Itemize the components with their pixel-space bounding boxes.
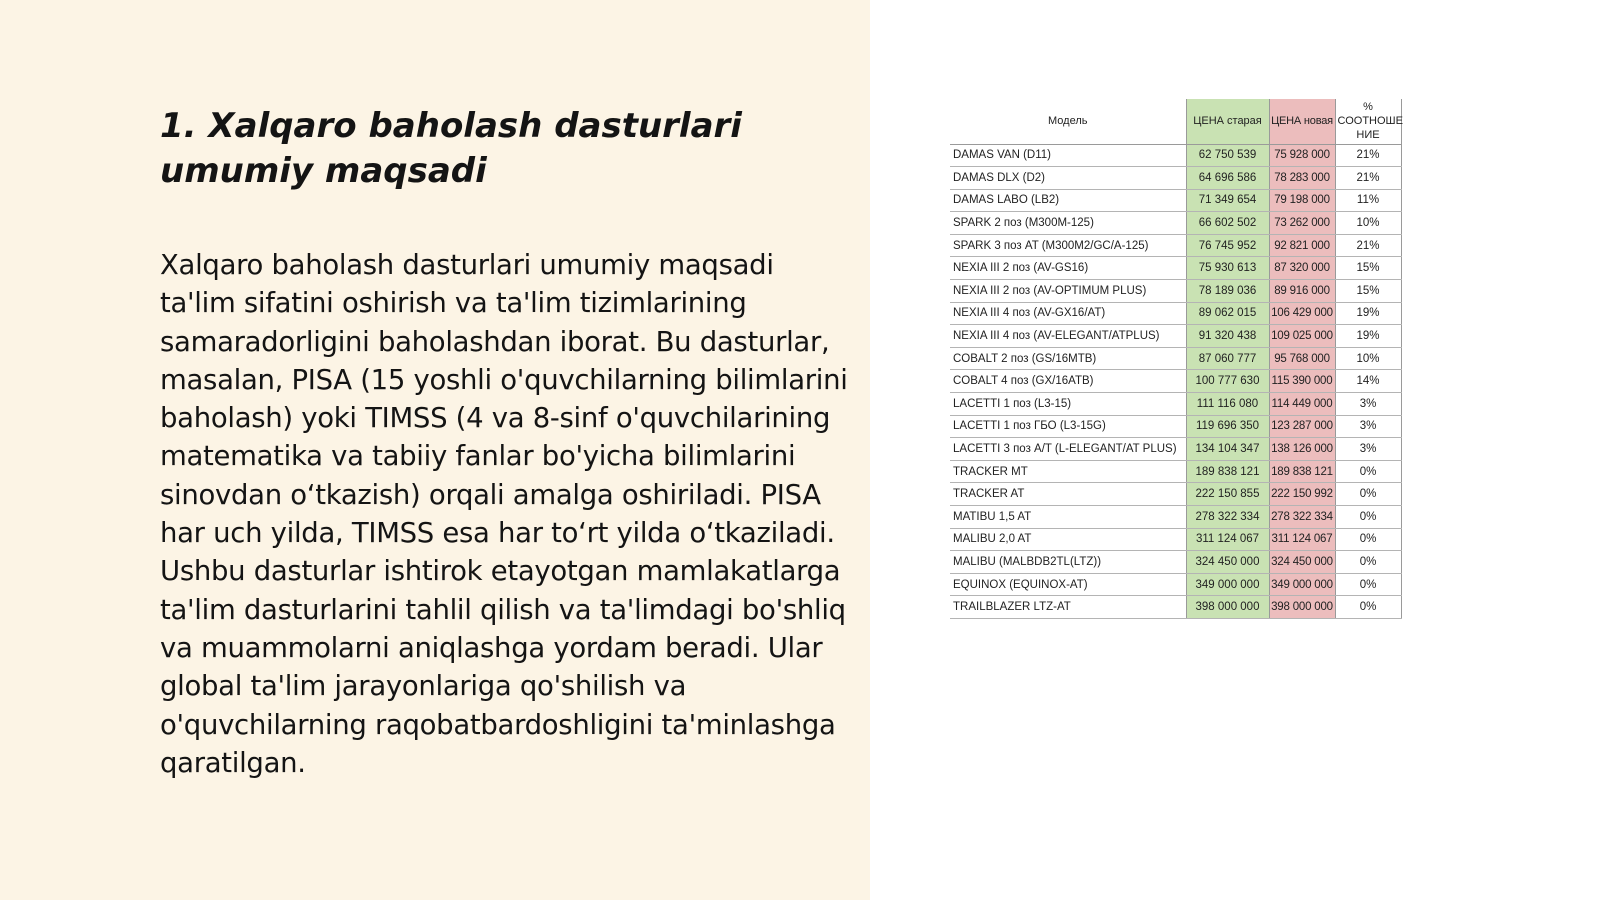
model-cell: TRACKER MT	[950, 460, 1186, 483]
old-price-cell: 222 150 855	[1186, 483, 1269, 506]
model-cell: SPARK 2 поз (M300M-125)	[950, 212, 1186, 235]
old-price-cell: 64 696 586	[1186, 167, 1269, 190]
model-cell: MALIBU (MALBDB2TL(LTZ))	[950, 551, 1186, 574]
ratio-cell: 3%	[1335, 438, 1401, 461]
new-price-cell: 398 000 000	[1269, 596, 1335, 619]
model-cell: DAMAS DLX (D2)	[950, 167, 1186, 190]
new-price-cell: 92 821 000	[1269, 234, 1335, 257]
old-price-cell: 87 060 777	[1186, 347, 1269, 370]
model-cell: DAMAS VAN (D11)	[950, 144, 1186, 167]
ratio-cell: 10%	[1335, 347, 1401, 370]
slide-title: 1. Xalqaro baholash dasturlari umumiy maqsadi	[160, 106, 742, 191]
new-price-cell: 109 025 000	[1269, 325, 1335, 348]
table-row	[950, 167, 1401, 190]
header-old-price: ЦЕНА старая	[1186, 99, 1269, 144]
table-row	[950, 302, 1401, 325]
table-row	[950, 234, 1401, 257]
table-row	[950, 551, 1401, 574]
ratio-cell: 15%	[1335, 257, 1401, 280]
table-row	[950, 189, 1401, 212]
table-body	[950, 144, 1401, 618]
slide-body-text: Xalqaro baholash dasturlari umumiy maqsadi ta'lim sifatini oshirish va ta'lim tizimlarining samaradorligini baholashdan iborat. Bu dasturlar, masalan, PISA (15 yoshli o'quvchilarning bilimlarini baholash) yoki TIMSS (4 va 8-sinf o'quvchilarining matematika va tabiiy fanlar bo'yicha bilimlarini sinovdan o‘tkazish) orqali amalga oshiriladi. PISA har uch yilda, TIMSS esa har to‘rt yilda o‘tkaziladi. Ushbu dasturlar ishtirok etayotgan mamlakatlarga ta'lim dasturlarini tahlil qilish va ta'limdagi bo'shliq va muammolarni aniqlashga yordam beradi. Ular global ta'lim jarayonlariga qo'shilish va o'quvchilarning raqobatbardoshligini ta'minlashga qaratilgan.	[160, 249, 848, 779]
ratio-cell: 3%	[1335, 415, 1401, 438]
new-price-cell: 123 287 000	[1269, 415, 1335, 438]
new-price-cell: 87 320 000	[1269, 257, 1335, 280]
model-cell: MATIBU 1,5 AT	[950, 506, 1186, 529]
ratio-cell: 19%	[1335, 325, 1401, 348]
new-price-cell: 138 126 000	[1269, 438, 1335, 461]
old-price-cell: 398 000 000	[1186, 596, 1269, 619]
model-cell: NEXIA III 4 поз (AV-ELEGANT/ATPLUS)	[950, 325, 1186, 348]
new-price-cell: 106 429 000	[1269, 302, 1335, 325]
model-cell: COBALT 4 поз (GX/16ATB)	[950, 370, 1186, 393]
table-row	[950, 415, 1401, 438]
old-price-cell: 189 838 121	[1186, 460, 1269, 483]
old-price-cell: 89 062 015	[1186, 302, 1269, 325]
table-row	[950, 528, 1401, 551]
table-row	[950, 144, 1401, 167]
ratio-cell: 3%	[1335, 393, 1401, 416]
model-cell: TRACKER AT	[950, 483, 1186, 506]
ratio-cell: 0%	[1335, 483, 1401, 506]
old-price-cell: 349 000 000	[1186, 573, 1269, 596]
ratio-cell: 15%	[1335, 280, 1401, 303]
ratio-cell: 19%	[1335, 302, 1401, 325]
price-table-image	[950, 99, 1401, 619]
old-price-cell: 78 189 036	[1186, 280, 1269, 303]
model-cell: LACETTI 1 поз (L3-15)	[950, 393, 1186, 416]
model-cell: SPARK 3 поз AT (M300M2/GC/A-125)	[950, 234, 1186, 257]
model-cell: LACETTI 3 поз A/T (L-ELEGANT/AT PLUS)	[950, 438, 1186, 461]
old-price-cell: 91 320 438	[1186, 325, 1269, 348]
table-header-row	[950, 99, 1401, 144]
old-price-cell: 111 116 080	[1186, 393, 1269, 416]
table-row	[950, 460, 1401, 483]
model-cell: LACETTI 1 поз ГБО (L3-15G)	[950, 415, 1186, 438]
model-cell: EQUINOX (EQUINOX-AT)	[950, 573, 1186, 596]
table-row	[950, 280, 1401, 303]
old-price-cell: 324 450 000	[1186, 551, 1269, 574]
model-cell: MALIBU 2,0 AT	[950, 528, 1186, 551]
table-row	[950, 438, 1401, 461]
new-price-cell: 349 000 000	[1269, 573, 1335, 596]
new-price-cell: 73 262 000	[1269, 212, 1335, 235]
ratio-cell: 14%	[1335, 370, 1401, 393]
header-new-price: ЦЕНА новая	[1269, 99, 1335, 144]
table-row	[950, 596, 1401, 619]
ratio-cell: 21%	[1335, 234, 1401, 257]
new-price-cell: 95 768 000	[1269, 347, 1335, 370]
new-price-cell: 115 390 000	[1269, 370, 1335, 393]
old-price-cell: 100 777 630	[1186, 370, 1269, 393]
ratio-cell: 21%	[1335, 167, 1401, 190]
new-price-cell: 79 198 000	[1269, 189, 1335, 212]
model-cell: NEXIA III 2 поз (AV-GS16)	[950, 257, 1186, 280]
table-row	[950, 393, 1401, 416]
model-cell: DAMAS LABO (LB2)	[950, 189, 1186, 212]
ratio-cell: 10%	[1335, 212, 1401, 235]
ratio-cell: 0%	[1335, 573, 1401, 596]
table-row	[950, 573, 1401, 596]
model-cell: NEXIA III 2 поз (AV-OPTIMUM PLUS)	[950, 280, 1186, 303]
ratio-cell: 21%	[1335, 144, 1401, 167]
old-price-cell: 311 124 067	[1186, 528, 1269, 551]
new-price-cell: 114 449 000	[1269, 393, 1335, 416]
old-price-cell: 134 104 347	[1186, 438, 1269, 461]
new-price-cell: 311 124 067	[1269, 528, 1335, 551]
ratio-cell: 0%	[1335, 596, 1401, 619]
new-price-cell: 324 450 000	[1269, 551, 1335, 574]
header-model: Модель	[950, 99, 1186, 144]
table-row	[950, 347, 1401, 370]
table-row	[950, 212, 1401, 235]
new-price-cell: 278 322 334	[1269, 506, 1335, 529]
header-ratio: % СООТНОШЕ НИЕ	[1335, 99, 1401, 144]
table-row	[950, 370, 1401, 393]
old-price-cell: 75 930 613	[1186, 257, 1269, 280]
old-price-cell: 66 602 502	[1186, 212, 1269, 235]
ratio-cell: 0%	[1335, 528, 1401, 551]
table-row	[950, 257, 1401, 280]
old-price-cell: 278 322 334	[1186, 506, 1269, 529]
ratio-cell: 0%	[1335, 506, 1401, 529]
table-row	[950, 506, 1401, 529]
new-price-cell: 222 150 992	[1269, 483, 1335, 506]
ratio-cell: 11%	[1335, 189, 1401, 212]
new-price-cell: 189 838 121	[1269, 460, 1335, 483]
model-cell: TRAILBLAZER LTZ-AT	[950, 596, 1186, 619]
old-price-cell: 119 696 350	[1186, 415, 1269, 438]
old-price-cell: 76 745 952	[1186, 234, 1269, 257]
new-price-cell: 75 928 000	[1269, 144, 1335, 167]
ratio-cell: 0%	[1335, 551, 1401, 574]
model-cell: COBALT 2 поз (GS/16MTB)	[950, 347, 1186, 370]
old-price-cell: 62 750 539	[1186, 144, 1269, 167]
price-table	[950, 99, 1402, 619]
ratio-cell: 0%	[1335, 460, 1401, 483]
table-row	[950, 325, 1401, 348]
new-price-cell: 89 916 000	[1269, 280, 1335, 303]
table-row	[950, 483, 1401, 506]
new-price-cell: 78 283 000	[1269, 167, 1335, 190]
model-cell: NEXIA III 4 поз (AV-GX16/AT)	[950, 302, 1186, 325]
old-price-cell: 71 349 654	[1186, 189, 1269, 212]
